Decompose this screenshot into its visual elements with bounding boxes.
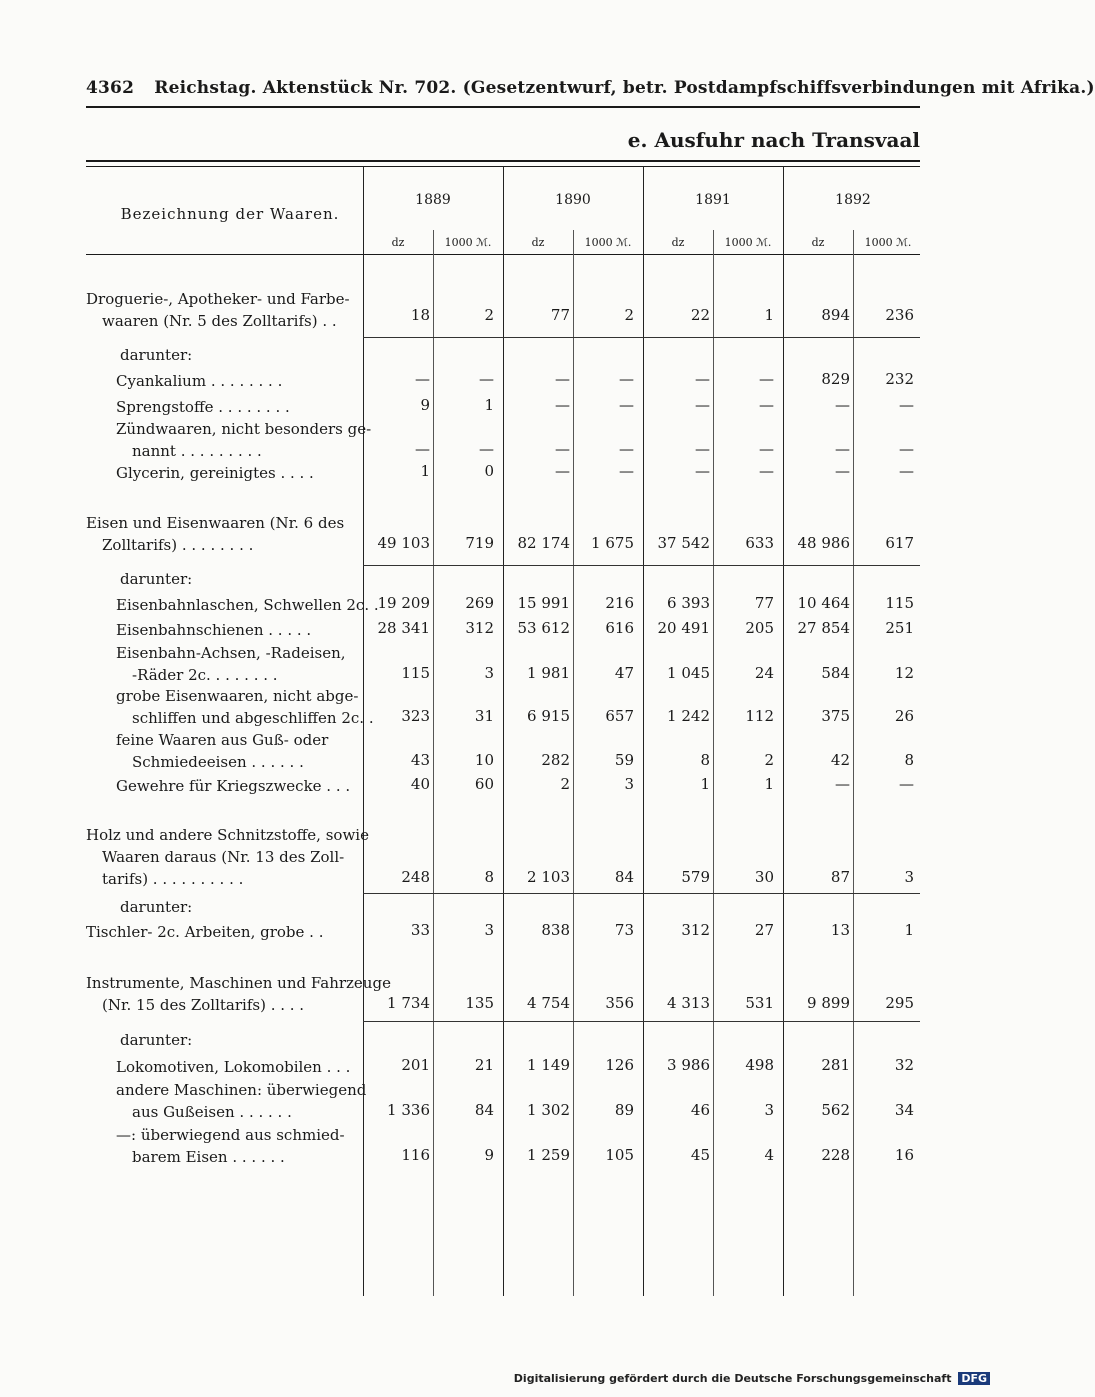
table-cell: 3 986: [667, 1056, 710, 1074]
row-label-line: Waaren daraus (Nr. 13 des Zoll-: [102, 848, 345, 866]
row-label-line: Schmiedeeisen . . . . . .: [132, 753, 304, 771]
row-label-line: nannt . . . . . . . . .: [132, 442, 262, 460]
table-cell: —: [555, 462, 570, 480]
row-label: [86, 288, 354, 332]
column-divider: [363, 166, 364, 1296]
table-cell: 584: [821, 664, 850, 682]
row-label-line: darunter:: [120, 1031, 193, 1049]
table-cell: 2: [624, 306, 634, 324]
table-cell: 633: [745, 534, 774, 552]
row-label: [116, 619, 354, 641]
section-rule: [363, 893, 920, 894]
dfg-logo: DFG: [958, 1372, 990, 1385]
year-header: 1891: [695, 192, 731, 208]
table-cell: 2: [764, 751, 774, 769]
row-label-line: (Nr. 15 des Zolltarifs) . . . .: [102, 996, 305, 1014]
table-cell: 21: [474, 1056, 494, 1074]
row-label-line: aus Gußeisen . . . . . .: [132, 1103, 292, 1121]
unit-qty-header: dz: [531, 236, 545, 249]
page-header: [86, 78, 1095, 98]
table-cell: 2: [560, 775, 570, 793]
table-cell: 1: [420, 462, 430, 480]
table-cell: 60: [474, 775, 494, 793]
table-cell: 105: [605, 1146, 634, 1164]
table-cell: 617: [885, 534, 914, 552]
row-label: [86, 921, 354, 943]
table-cell: —: [899, 462, 914, 480]
table-cell: —: [695, 462, 710, 480]
subcolumn-divider: [713, 230, 714, 1296]
table-cell: 201: [401, 1056, 430, 1074]
table-cell: 33: [410, 921, 430, 939]
year-header: 1889: [415, 192, 451, 208]
table-cell: —: [759, 440, 774, 458]
table-cell: 9: [420, 396, 430, 414]
table-cell: —: [555, 370, 570, 388]
column-divider: [503, 166, 504, 1296]
table-cell: —: [695, 440, 710, 458]
table-cell: 84: [614, 868, 634, 886]
footer: [514, 1372, 990, 1385]
table-cell: 1 259: [527, 1146, 570, 1164]
row-label: [116, 462, 354, 484]
page-number: 4362: [86, 78, 135, 98]
row-label-line: Holz und andere Schnitzstoffe, sowie: [86, 826, 369, 844]
table-cell: 9: [484, 1146, 494, 1164]
table-cell: 2: [484, 306, 494, 324]
table-cell: 10: [474, 751, 494, 769]
table-cell: —: [555, 440, 570, 458]
row-label-line: -Räder 2c. . . . . . . .: [132, 666, 278, 684]
table-cell: 43: [410, 751, 430, 769]
table-cell: 579: [681, 868, 710, 886]
row-label-line: tarifs) . . . . . . . . . .: [102, 870, 244, 888]
table-cell: 28 341: [377, 619, 430, 637]
row-label-line: waaren (Nr. 5 des Zolltarifs) . .: [102, 312, 337, 330]
table-cell: —: [619, 462, 634, 480]
row-label-line: Eisenbahnschienen . . . . .: [116, 621, 312, 639]
row-label: [116, 775, 354, 797]
goods-column-header: Bezeichnung der Waaren.: [120, 205, 340, 223]
table-cell: 19 209: [377, 594, 430, 612]
table-cell: 116: [401, 1146, 430, 1164]
table-cell: —: [619, 370, 634, 388]
table-cell: 1: [904, 921, 914, 939]
table-cell: 77: [754, 594, 774, 612]
table-cell: 126: [605, 1056, 634, 1074]
row-label-line: Glycerin, gereinigtes . . . .: [116, 464, 314, 482]
table-cell: 719: [465, 534, 494, 552]
subcolumn-divider: [573, 230, 574, 1296]
table-cell: 22: [690, 306, 710, 324]
table-cell: 84: [474, 1101, 494, 1119]
table-cell: 1 149: [527, 1056, 570, 1074]
table-cell: 375: [821, 707, 850, 725]
unit-value-header: 1000 ℳ.: [864, 236, 912, 249]
table-cell: 3: [764, 1101, 774, 1119]
row-label: [116, 642, 354, 686]
row-label-line: Sprengstoffe . . . . . . . .: [116, 398, 290, 416]
row-label-line: feine Waaren aus Guß- oder: [116, 731, 329, 749]
table-cell: 4: [764, 1146, 774, 1164]
table-cell: —: [759, 462, 774, 480]
year-header: 1890: [555, 192, 591, 208]
table-cell: —: [899, 440, 914, 458]
table-cell: 312: [681, 921, 710, 939]
row-label-line: Gewehre für Kriegszwecke . . .: [116, 777, 351, 795]
row-label-line: andere Maschinen: überwiegend: [116, 1081, 367, 1099]
table-cell: 34: [894, 1101, 914, 1119]
header-rule: [86, 106, 920, 108]
footer-text: Digitalisierung gefördert durch die Deutsche Forschungsgemeinschaft: [513, 1372, 952, 1385]
row-label: [116, 685, 374, 729]
table-cell: 45: [690, 1146, 710, 1164]
table-cell: 616: [605, 619, 634, 637]
table-cell: 8: [484, 868, 494, 886]
section-rule: [363, 1021, 920, 1022]
table-cell: 37 542: [657, 534, 710, 552]
row-label: [86, 972, 391, 1016]
table-cell: —: [695, 396, 710, 414]
table-cell: 3: [904, 868, 914, 886]
table-cell: 4 313: [667, 994, 710, 1012]
table-cell: 269: [465, 594, 494, 612]
table-cell: 1: [764, 775, 774, 793]
row-label: [116, 418, 372, 462]
table-cell: 87: [830, 868, 850, 886]
table-cell: 20 491: [657, 619, 710, 637]
table-cell: —: [835, 396, 850, 414]
row-label: [86, 824, 369, 890]
table-cell: 894: [821, 306, 850, 324]
table-cell: 248: [401, 868, 430, 886]
row-label: [116, 1079, 367, 1123]
row-label: [86, 512, 354, 556]
table-cell: 1 981: [527, 664, 570, 682]
row-label-line: darunter:: [120, 346, 193, 364]
table-cell: —: [555, 396, 570, 414]
row-label: [116, 1056, 354, 1078]
row-label-line: Eisenbahnlaschen, Schwellen 2c. .: [116, 596, 379, 614]
table-cell: 531: [745, 994, 774, 1012]
table-cell: 10 464: [797, 594, 850, 612]
row-label: [120, 1029, 354, 1051]
table-cell: 0: [484, 462, 494, 480]
row-label-line: darunter:: [120, 898, 193, 916]
table-cell: 228: [821, 1146, 850, 1164]
row-label-line: Droguerie-, Apotheker- und Farbe-: [86, 290, 350, 308]
table-cell: 89: [614, 1101, 634, 1119]
table-cell: —: [415, 440, 430, 458]
table-cell: —: [899, 396, 914, 414]
table-cell: 24: [754, 664, 774, 682]
table-cell: 9 899: [807, 994, 850, 1012]
table-cell: —: [759, 396, 774, 414]
table-cell: 312: [465, 619, 494, 637]
row-label: [116, 1124, 354, 1168]
row-label-line: Lokomotiven, Lokomobilen . . .: [116, 1058, 351, 1076]
table-cell: 295: [885, 994, 914, 1012]
table-cell: 1: [484, 396, 494, 414]
table-cell: 281: [821, 1056, 850, 1074]
table-cell: 562: [821, 1101, 850, 1119]
unit-value-header: 1000 ℳ.: [444, 236, 492, 249]
table-cell: 73: [614, 921, 634, 939]
row-label-line: schliffen und abgeschliffen 2c. .: [132, 709, 374, 727]
table-cell: 8: [700, 751, 710, 769]
table-cell: 838: [541, 921, 570, 939]
table-cell: 59: [614, 751, 634, 769]
table-cell: 1 302: [527, 1101, 570, 1119]
table-cell: 49 103: [377, 534, 430, 552]
table-cell: 77: [550, 306, 570, 324]
section-rule: [363, 565, 920, 566]
table-cell: —: [899, 775, 914, 793]
table-cell: 1 734: [387, 994, 430, 1012]
table-cell: 1: [700, 775, 710, 793]
table-cell: 205: [745, 619, 774, 637]
table-cell: 1 045: [667, 664, 710, 682]
table-cell: 3: [484, 921, 494, 939]
row-label-line: grobe Eisenwaaren, nicht abge-: [116, 687, 359, 705]
table-cell: 216: [605, 594, 634, 612]
row-label-line: Eisen und Eisenwaaren (Nr. 6 des: [86, 514, 345, 532]
column-divider: [783, 166, 784, 1296]
header-text: Reichstag. Aktenstück Nr. 702. (Gesetzentwurf, betr. Postdampfschiffsverbindungen mit Afrika.): [154, 78, 1095, 98]
table-cell: 53 612: [517, 619, 570, 637]
table-cell: 282: [541, 751, 570, 769]
table-cell: 46: [690, 1101, 710, 1119]
table-top-rule: [86, 160, 920, 162]
table-cell: 40: [410, 775, 430, 793]
table-cell: 3: [624, 775, 634, 793]
table-cell: 323: [401, 707, 430, 725]
row-label-line: Cyankalium . . . . . . . .: [116, 372, 283, 390]
table-cell: —: [479, 370, 494, 388]
table-cell: 657: [605, 707, 634, 725]
row-label: [116, 594, 379, 616]
row-label: [120, 896, 354, 918]
table-cell: 82 174: [517, 534, 570, 552]
table-cell: 30: [754, 868, 774, 886]
table-cell: 1: [764, 306, 774, 324]
row-label: [116, 396, 354, 418]
table-cell: 1 242: [667, 707, 710, 725]
table-cell: 3: [484, 664, 494, 682]
row-label-line: barem Eisen . . . . . .: [132, 1148, 285, 1166]
table-cell: 47: [614, 664, 634, 682]
table-cell: 42: [830, 751, 850, 769]
table-cell: 1 336: [387, 1101, 430, 1119]
table-cell: 2 103: [527, 868, 570, 886]
table-cell: —: [695, 370, 710, 388]
row-label-line: darunter:: [120, 570, 193, 588]
table-cell: 6 915: [527, 707, 570, 725]
row-label-line: —: überwiegend aus schmied-: [116, 1126, 345, 1144]
table-cell: 32: [894, 1056, 914, 1074]
unit-qty-header: dz: [811, 236, 825, 249]
table-cell: 356: [605, 994, 634, 1012]
table-cell: 8: [904, 751, 914, 769]
table-cell: 18: [410, 306, 430, 324]
table-cell: 112: [745, 707, 774, 725]
table-cell: 498: [745, 1056, 774, 1074]
row-label: [116, 729, 354, 773]
unit-value-header: 1000 ℳ.: [724, 236, 772, 249]
row-label-line: Zolltarifs) . . . . . . . .: [102, 536, 254, 554]
row-label-line: Instrumente, Maschinen und Fahrzeuge: [86, 974, 391, 992]
row-label: [116, 370, 354, 392]
table-cell: —: [415, 370, 430, 388]
table-cell: —: [759, 370, 774, 388]
subcolumn-divider: [853, 230, 854, 1296]
table-cell: 236: [885, 306, 914, 324]
table-cell: 48 986: [797, 534, 850, 552]
section-rule: [363, 337, 920, 338]
column-divider: [643, 166, 644, 1296]
table-cell: 31: [474, 707, 494, 725]
table-cell: 232: [885, 370, 914, 388]
table-cell: 15 991: [517, 594, 570, 612]
table-cell: —: [479, 440, 494, 458]
table-cell: 115: [885, 594, 914, 612]
unit-value-header: 1000 ℳ.: [584, 236, 632, 249]
table-cell: 6 393: [667, 594, 710, 612]
row-label: [120, 568, 354, 590]
table-cell: 115: [401, 664, 430, 682]
table-cell: —: [835, 775, 850, 793]
row-label-line: Eisenbahn-Achsen, -Radeisen,: [116, 644, 346, 662]
year-header: 1892: [835, 192, 871, 208]
table-cell: 829: [821, 370, 850, 388]
table-cell: —: [619, 396, 634, 414]
table-cell: —: [835, 462, 850, 480]
table-cell: 26: [894, 707, 914, 725]
unit-qty-header: dz: [671, 236, 685, 249]
table-cell: 27: [754, 921, 774, 939]
table-cell: —: [619, 440, 634, 458]
table-cell: 251: [885, 619, 914, 637]
row-label-line: Tischler- 2c. Arbeiten, grobe . .: [86, 923, 324, 941]
subcolumn-divider: [433, 230, 434, 1296]
row-label-line: Zündwaaren, nicht besonders ge-: [116, 420, 372, 438]
table-cell: 27 854: [797, 619, 850, 637]
row-label: [120, 344, 354, 366]
unit-qty-header: dz: [391, 236, 405, 249]
table-cell: 1 675: [591, 534, 634, 552]
table-cell: 16: [894, 1146, 914, 1164]
section-title: e. Ausfuhr nach Transvaal: [627, 128, 920, 152]
table-cell: 13: [830, 921, 850, 939]
table-cell: 12: [894, 664, 914, 682]
table-cell: 135: [465, 994, 494, 1012]
table-cell: 4 754: [527, 994, 570, 1012]
table-cell: —: [835, 440, 850, 458]
